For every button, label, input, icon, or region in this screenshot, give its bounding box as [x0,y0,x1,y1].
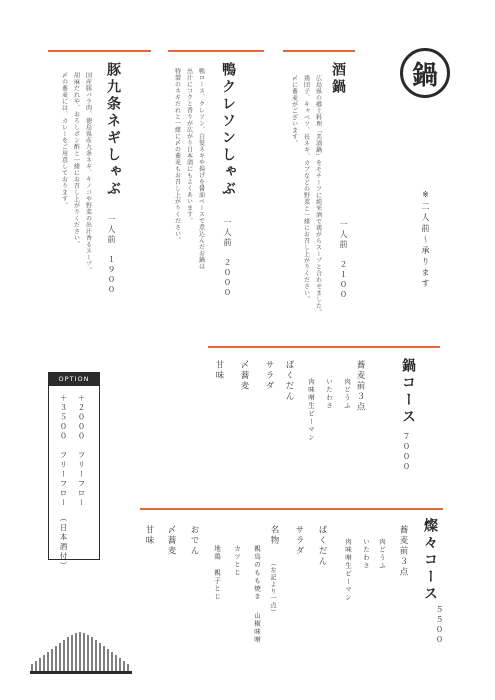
course-sansan-meibutsu-1: 親鳥のもも焼き [253,545,261,601]
dish-desc-kamo-2: 出汁にコクと香りが広がり日本酒にもよくあいます。 [185,68,193,224]
course-sansan-item-1: 蕎麦前３点 [398,525,408,578]
course-nabe-item-1: 蕎麦前３点 [355,360,365,413]
option-header: OPTION [48,372,100,386]
course-sansan-sub-2: いたわさ [362,538,370,570]
serving-note: ※二人前〜承ります [421,190,430,290]
course-sansan-item-4: 名物 [269,525,279,546]
accent-line-buta [48,50,151,52]
dish-desc-kamo-3: 特製のネギだれと一緒に〆の蕎麦もお召し上がりください。 [173,68,181,244]
course-sansan-meibutsu-note: （左記より一点） [269,560,276,616]
course-nabe-sub-3: 肉味噌生ピーマン [307,378,315,442]
course-sansan-meibutsu-4: 地鶏 親子とじ [213,545,221,601]
course-sansan-price: ５５００ [435,605,444,645]
dish-desc-buta-2: 胡麻だれや、おろしポン酢と一緒にお召し上がりください。 [72,72,80,248]
dish-desc-kamo-1: 鴨ロース、クレソン、白髪ネギや揚げを醤油ベースで煮込んだお鍋は [197,68,205,270]
course-sansan-item-2: ばくだん [317,525,327,567]
course-sansan-meibutsu-3: カツとじ [233,545,241,577]
dish-desc-sakenabe-1: 広島県の郷土料理「美酒鍋」をモチーフに純米酒で鶏がらスープと合わせました。 [314,75,322,316]
course-sansan-item-7: 甘味 [144,525,154,546]
dish-title-kamo: 鴨クレソンしゃぶ [220,62,236,198]
dish-desc-buta-1: 国産豚バラ肉、徳島県産九条ネギ、キノコや野菜の出汁香るスープ。 [84,72,92,274]
dish-desc-sakenabe-3: 〆に蕎麦がございます。 [290,75,298,147]
accent-line-kamo [168,50,264,52]
course-sansan-sub-1: 肉どうふ [378,538,386,570]
course-sansan-item-5: おでん [189,525,199,557]
dish-desc-sakenabe-2: 鶏団子、キャベツ、長ネギ、カブなどの野菜と一緒にお召し上がりください。 [302,75,310,303]
option-line-2: ＋３５００ フリーフロー （日本酒付） [59,394,68,571]
course-nabe-sub-1: 肉どうふ [343,378,351,410]
course-sansan-item-3: サラダ [294,525,304,557]
option-line-1: ＋２０００ フリーフロー [77,394,86,508]
course-nabe-sub-2: いたわさ [325,378,333,410]
course-nabe-title: 鍋コース [400,358,416,426]
accent-line-sakenabe [283,50,355,52]
course-nabe-item-2: ばくだん [284,360,294,402]
course-sansan-item-6: 〆蕎麦 [166,525,176,557]
course-nabe-item-5: 甘味 [214,360,224,381]
dish-title-sakenabe: 酒鍋 [330,62,346,96]
dish-price-sakenabe: 一人前 ２１００ [339,220,348,300]
dish-title-buta: 豚九条ネギしゃぶ [105,62,121,198]
option-box [48,372,100,560]
logo-nabe: 鍋 [400,48,450,98]
decorative-emblem-icon [30,630,132,674]
accent-line-course-sansan [140,508,443,510]
dish-desc-buta-3: 〆の蕎麦には、カレーをご用意しております。 [60,72,68,209]
course-nabe-item-4: 〆蕎麦 [239,360,249,392]
course-nabe-item-3: サラダ [264,360,274,392]
course-sansan-meibutsu-2: 山椒味噌 [253,612,261,644]
dish-price-buta: 一人前 １９００ [107,215,116,295]
course-nabe-price: ７０００ [402,432,411,472]
accent-line-course-nabe [208,346,440,348]
dish-price-kamo: 一人前 ２０００ [223,218,232,298]
course-sansan-title: 燦々コース [422,518,438,603]
course-sansan-sub-3: 肉味噌生ピーマン [344,538,352,602]
